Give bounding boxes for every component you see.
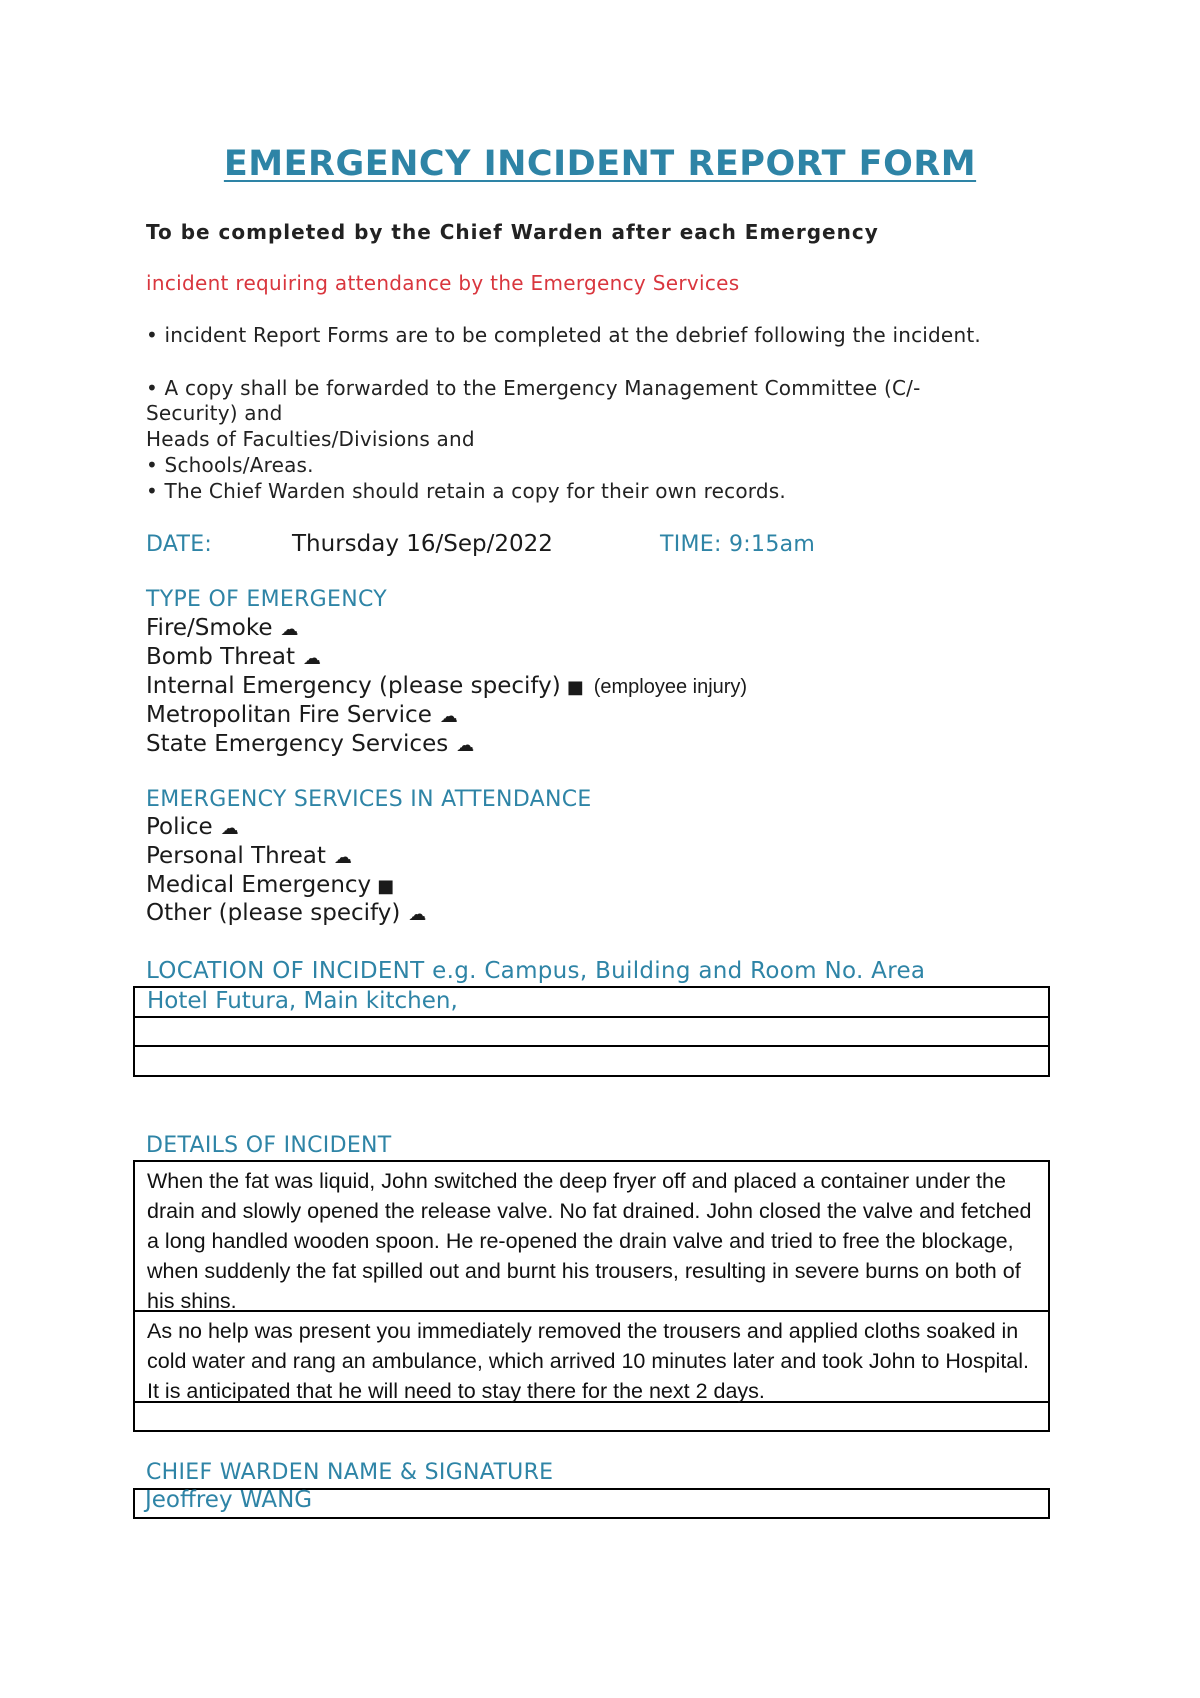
bullet-line-6: • The Chief Warden should retain a copy for their own records. xyxy=(146,479,786,503)
option-label: Fire/Smoke xyxy=(146,615,273,641)
location-row[interactable] xyxy=(135,988,1048,1018)
option-label: Bomb Threat xyxy=(146,644,296,670)
unchecked-box-icon[interactable]: ☁ xyxy=(303,648,322,669)
unchecked-box-icon[interactable]: ☁ xyxy=(439,706,458,727)
date-label: DATE: xyxy=(146,532,213,557)
option-metropolitan-fire-service[interactable] xyxy=(146,702,458,728)
details-heading: DETAILS OF INCIDENT xyxy=(146,1133,392,1158)
details-paragraph[interactable]: When the fat was liquid, John switched the deep fryer off and placed a container under the drain and slowly opened the release valve. No fat drained. John closed the valve and fetched a long handled wooden spoon. He re-opened the drain valve and tried to free the blockage, when suddenly the fat spilled out and burnt his trousers, resulting in severe burns on both of his shins. xyxy=(147,1169,1032,1313)
checked-box-icon[interactable]: ■ xyxy=(377,876,395,897)
option-label: Medical Emergency xyxy=(146,872,372,898)
signature-value[interactable]: Jeoffrey WANG xyxy=(145,1487,313,1513)
type-of-emergency-heading: TYPE OF EMERGENCY xyxy=(146,587,387,612)
services-heading: EMERGENCY SERVICES IN ATTENDANCE xyxy=(146,787,592,812)
details-paragraph[interactable] xyxy=(135,1403,1048,1409)
bullet-line-5: • Schools/Areas. xyxy=(146,453,314,477)
location-value[interactable]: Hotel Futura, Main kitchen, xyxy=(147,988,458,1014)
option-label: Personal Threat xyxy=(146,843,326,869)
unchecked-box-icon[interactable]: ☁ xyxy=(456,735,475,756)
option-bomb-threat[interactable] xyxy=(146,644,321,670)
signature-heading: CHIEF WARDEN NAME & SIGNATURE xyxy=(146,1460,554,1485)
option-label: State Emergency Services xyxy=(146,731,449,757)
signature-table xyxy=(133,1488,1050,1519)
service-personal-threat[interactable] xyxy=(146,843,352,869)
bullet-line-3: Security) and xyxy=(146,401,283,425)
details-row[interactable] xyxy=(135,1312,1048,1403)
location-row[interactable] xyxy=(135,1047,1048,1075)
option-label: Police xyxy=(146,814,213,840)
time-field: TIME: 9:15am xyxy=(660,532,816,557)
details-row[interactable] xyxy=(135,1162,1048,1312)
details-paragraph[interactable]: As no help was present you immediately removed the trousers and applied cloths soaked in cold water and rang an ambulance, which arrived 10 minutes later and took John to Hospital. It is anticipated that he will need to stay there for the next 2 days. xyxy=(147,1319,1030,1403)
specify-note: (employee injury) xyxy=(593,676,748,698)
signature-row[interactable] xyxy=(135,1487,1048,1517)
date-value: Thursday 16/Sep/2022 xyxy=(292,531,553,557)
intro-red-text: incident requiring attendance by the Emergency Services xyxy=(146,271,740,295)
unchecked-box-icon[interactable]: ☁ xyxy=(280,619,299,640)
location-heading: LOCATION OF INCIDENT e.g. Campus, Building and Room No. Area xyxy=(146,958,926,984)
bullet-line-1: • incident Report Forms are to be completed at the debrief following the incident. xyxy=(146,323,981,347)
bullet-line-4: Heads of Faculties/Divisions and xyxy=(146,427,475,451)
unchecked-box-icon[interactable]: ☁ xyxy=(220,818,239,839)
option-label: Other (please specify) xyxy=(146,900,401,926)
unchecked-box-icon[interactable]: ☁ xyxy=(333,847,352,868)
option-label: Metropolitan Fire Service xyxy=(146,702,432,728)
details-row[interactable] xyxy=(135,1403,1048,1430)
service-medical-emergency[interactable] xyxy=(146,872,394,898)
service-other[interactable] xyxy=(146,900,426,926)
option-fire-smoke[interactable] xyxy=(146,615,299,641)
location-table xyxy=(133,986,1050,1077)
checked-box-icon[interactable]: ■ xyxy=(566,677,584,698)
option-internal-emergency[interactable] xyxy=(146,673,747,699)
unchecked-box-icon[interactable]: ☁ xyxy=(408,904,427,925)
intro-text: To be completed by the Chief Warden after each Emergency xyxy=(146,220,879,244)
details-table xyxy=(133,1160,1050,1432)
location-row[interactable] xyxy=(135,1018,1048,1047)
service-police[interactable] xyxy=(146,814,239,840)
bullet-line-2: • A copy shall be forwarded to the Emergency Management Committee (C/- xyxy=(146,376,921,400)
option-label: Internal Emergency (please specify) xyxy=(146,673,561,699)
form-title: EMERGENCY INCIDENT REPORT FORM xyxy=(223,144,977,184)
option-state-emergency-services[interactable] xyxy=(146,731,474,757)
